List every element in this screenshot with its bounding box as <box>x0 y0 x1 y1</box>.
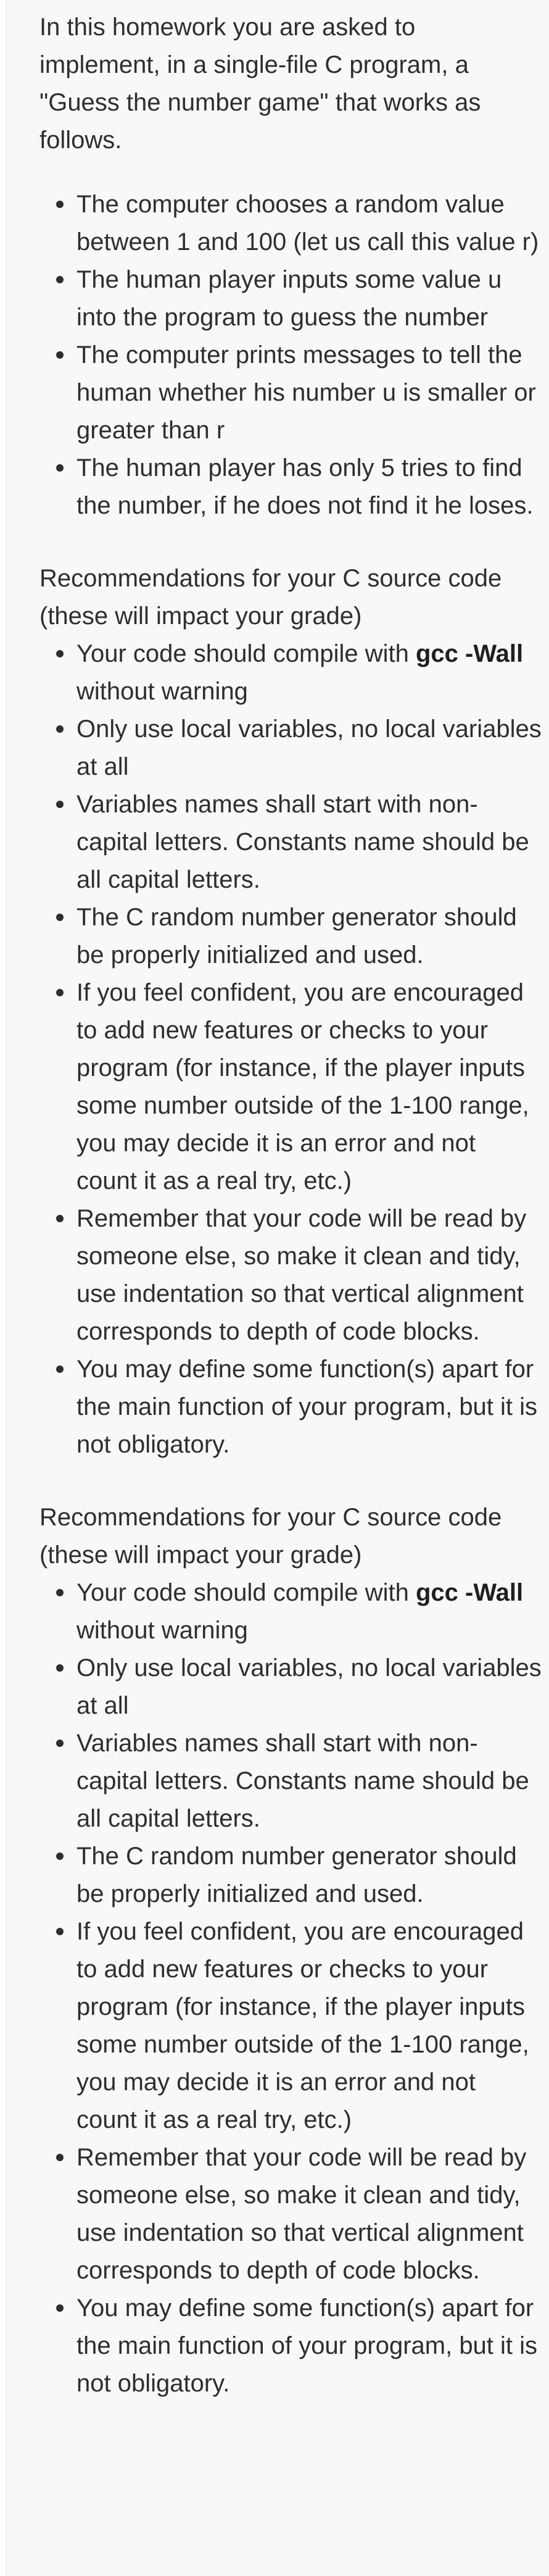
game-rule-item: The computer chooses a random value between 1 and 100 (let us call this value r) <box>51 186 542 261</box>
recommendation-text: Your code should compile with <box>76 1579 416 1606</box>
recommendation-item: Only use local variables, no local variables at all <box>51 711 542 786</box>
recommendation-text: without warning <box>76 678 248 705</box>
recommendation-item: If you feel confident, you are encouraged to add new features or checks to your program (for instance, if the player inputs some number outside of the 1-100 range, you may decide it is an error and not count it as a real try, etc.) <box>51 974 542 1200</box>
recommendation-item: Variables names shall start with non-capital letters. Constants name should be all capital letters. <box>51 786 542 899</box>
recommendations-list <box>39 635 542 1464</box>
recommendation-item: The C random number generator should be properly initialized and used. <box>51 899 542 974</box>
recommendation-item: You may define some function(s) apart for the main function of your program, but it is not obligatory. <box>51 2290 542 2403</box>
recommendations-list <box>39 1574 542 2403</box>
game-rule-item: The computer prints messages to tell the human whether his number u is smaller or greater than r <box>51 336 542 449</box>
game-rule-item: The human player inputs some value u into the program to guess the number <box>51 261 542 336</box>
document-page <box>6 0 549 2576</box>
game-rule-item: The human player has only 5 tries to find the number, if he does not find it he loses. <box>51 449 542 525</box>
recommendation-item: The C random number generator should be properly initialized and used. <box>51 1838 542 1913</box>
compile-command: gcc -Wall <box>415 1579 524 1606</box>
recommendation-item: Only use local variables, no local variables at all <box>51 1649 542 1725</box>
recommendations-heading: Recommendations for your C source code (these will impact your grade) <box>39 565 502 630</box>
recommendation-item: If you feel confident, you are encouraged to add new features or checks to your program (for instance, if the player inputs some number outside of the 1-100 range, you may decide it is an error and not count it as a real try, etc.) <box>51 1913 542 2139</box>
recommendation-item: Variables names shall start with non-capital letters. Constants name should be all capital letters. <box>51 1725 542 1838</box>
intro-paragraph: In this homework you are asked to implement, in a single-file C program, a "Guess the number game" that works as follows. <box>39 14 481 154</box>
recommendation-item: Remember that your code will be read by someone else, so make it clean and tidy, use indentation so that vertical alignment corresponds to depth of code blocks. <box>51 1200 542 1351</box>
document-content <box>39 9 542 2403</box>
recommendation-text: Your code should compile with <box>76 640 416 667</box>
recommendation-item <box>51 635 542 711</box>
game-rules-list <box>39 186 542 525</box>
recommendations-heading: Recommendations for your C source code (these will impact your grade) <box>39 1504 502 1569</box>
recommendation-item: Remember that your code will be read by someone else, so make it clean and tidy, use indentation so that vertical alignment corresponds to depth of code blocks. <box>51 2139 542 2290</box>
recommendation-text: without warning <box>76 1617 248 1644</box>
recommendation-item: You may define some function(s) apart for the main function of your program, but it is not obligatory. <box>51 1351 542 1464</box>
recommendation-item <box>51 1574 542 1649</box>
compile-command: gcc -Wall <box>415 640 524 667</box>
